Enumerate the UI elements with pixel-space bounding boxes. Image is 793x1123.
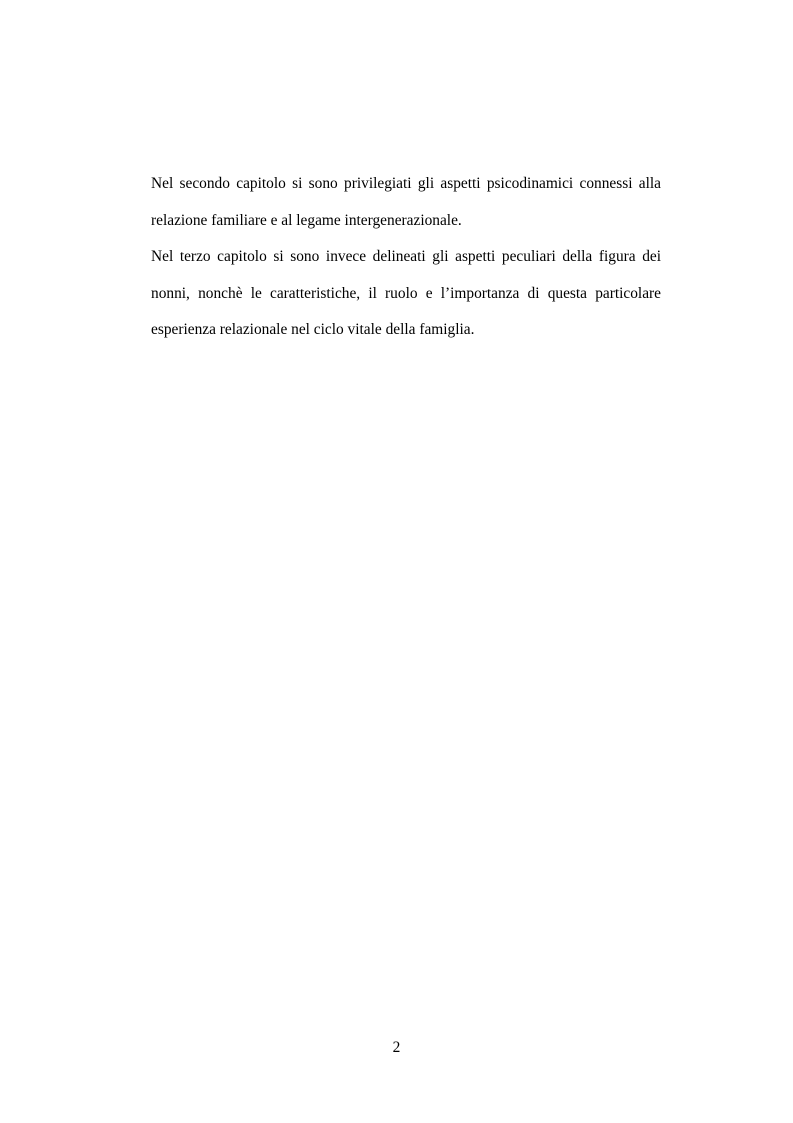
paragraph-second-chapter: Nel secondo capitolo si sono privilegiati gli aspetti psicodinamici connessi alla relazione familiare e al legame intergenerazionale. (151, 175, 661, 229)
body-text (151, 166, 661, 349)
paragraph-third-chapter: Nel terzo capitolo si sono invece delineati gli aspetti peculiari della figura dei nonni, nonchè le caratteristiche, il ruolo e l’importanza di questa particolare esperienza relazionale nel ciclo vitale della famiglia. (151, 248, 661, 338)
page-number: 2 (392, 1039, 401, 1056)
